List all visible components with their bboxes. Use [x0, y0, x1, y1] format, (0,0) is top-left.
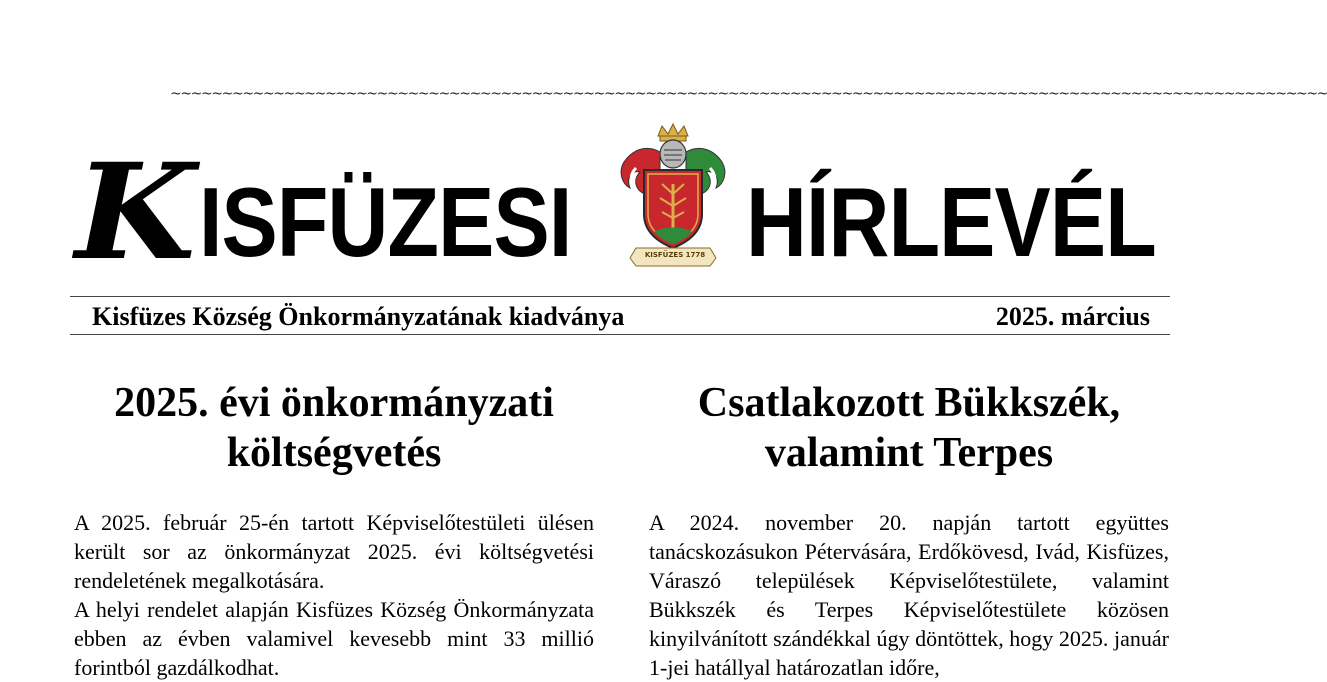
masthead-initial: K — [75, 135, 196, 290]
article-paragraph: A helyi rendelet alapján Kisfüzes Község Önkormányzata ebben az évben valamivel kevesebb mint 33 millió forintból gazdálkodhat. — [74, 597, 594, 680]
article-title-line: Csatlakozott Bükkszék, — [697, 380, 1121, 426]
publisher-line: Kisfüzes Község Önkormányzatának kiadványa — [92, 302, 625, 331]
article-paragraph: A 2025. február 25-én tartott Képviselőtestületi ülésen került sor az önkormányzat 2025. évi költségvetési rendeletének megalkotására. — [74, 510, 594, 593]
masthead — [75, 118, 1170, 290]
article-budget — [74, 378, 594, 682]
masthead-rule-bottom — [70, 334, 1170, 335]
article-title-line: valamint Terpes — [764, 430, 1054, 476]
crest-ribbon-text: KISFÜZES 1778 — [644, 251, 706, 259]
article-title-line: költségvetés — [226, 430, 442, 476]
decorative-tilde-rule: ~~~~~~~~~~~~~~~~~~~~~~~~~~~~~~~~~~~~~~~~~~~~~~~~~~~~~~~~~~~~~~~~~~~~~~~~~~~~~~~~~~~~~~~~~~~~~~~~~~~~~~~~~~~~~~~~ — [170, 86, 1327, 102]
article-paragraph: A 2024. november 20. napján tartott együttes tanácskozásukon Pétervására, Erdőkövesd, Ivád, Kisfüzes, Váraszó települések Képviselőtestülete, valamint Bükkszék és Terpes Képviselőtestülete közösen kinyilvánított szándékkal úgy döntöttek, hogy 2025. január 1-jei hatállyal határozatlan időre, — [649, 510, 1169, 680]
article-title-line: 2025. évi önkormányzati — [114, 380, 554, 426]
masthead-title-right-text: HÍRLEVÉL — [746, 167, 1156, 277]
article-joined — [649, 378, 1169, 682]
article-body — [74, 508, 594, 682]
subheader — [92, 300, 1150, 334]
masthead-title-left-text: ISFÜZESI — [198, 167, 572, 277]
issue-date: 2025. március — [995, 302, 1150, 331]
masthead-title-right — [746, 142, 1223, 277]
article-title — [74, 378, 594, 478]
article-body — [649, 508, 1169, 682]
masthead-rule-top — [70, 296, 1170, 297]
masthead-title-left — [75, 135, 632, 290]
article-title — [649, 378, 1169, 478]
